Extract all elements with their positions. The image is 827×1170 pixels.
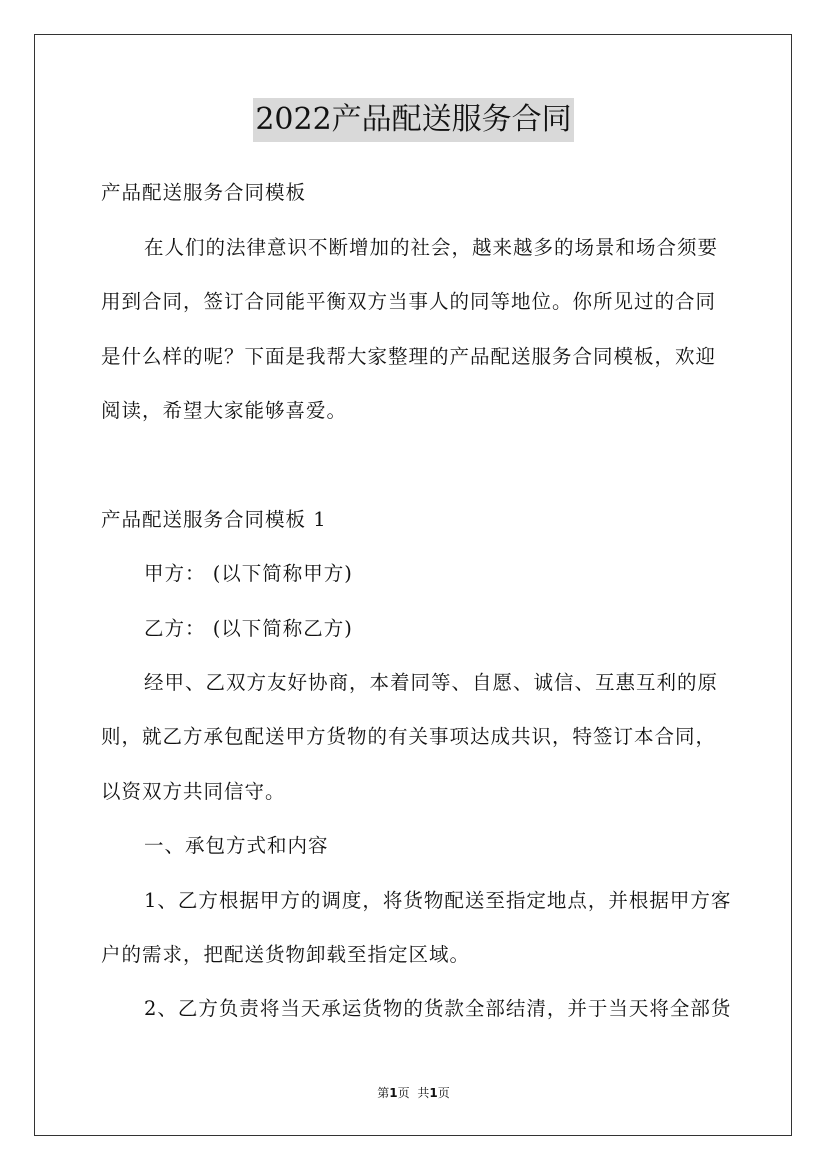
intro-line-1: 在人们的法律意识不断增加的社会，越来越多的场景和场合须要: [144, 236, 719, 259]
intro-line-3: 是什么样的呢？下面是我帮大家整理的产品配送服务合同模板，欢迎: [101, 345, 717, 368]
intro-line-4: 阅读，希望大家能够喜爱。: [101, 399, 348, 422]
principle-line-2: 则，就乙方承包配送甲方货物的有关事项达成共识，特签订本合同，: [101, 725, 717, 748]
party-a: 甲方： (以下简称甲方): [144, 562, 353, 585]
template-heading: 产品配送服务合同模板 1: [101, 508, 327, 531]
page-suffix: 页: [397, 1086, 410, 1100]
total-prefix: 共: [417, 1086, 430, 1100]
principle-line-3: 以资双方共同信守。: [101, 780, 286, 803]
clause-2-line-1: 2、乙方负责将当天承运货物的货款全部结清，并于当天将全部货: [144, 997, 732, 1020]
title-container: [0, 98, 827, 142]
principle-line-1: 经甲、乙双方友好协商，本着同等、自愿、诚信、互惠互利的原: [144, 671, 719, 694]
document-title: 2022产品配送服务合同: [253, 98, 573, 142]
page-number: 1: [389, 1086, 398, 1100]
total-pages: 1: [429, 1086, 438, 1100]
section-1-heading: 一、承包方式和内容: [144, 834, 329, 857]
intro-line-2: 用到合同，签订合同能平衡双方当事人的同等地位。你所见过的合同: [101, 290, 717, 313]
clause-1-line-1: 1、乙方根据甲方的调度，将货物配送至指定地点，并根据甲方客: [144, 889, 732, 912]
page-prefix: 第: [377, 1086, 390, 1100]
clause-1-line-2: 户的需求，把配送货物卸载至指定区域。: [101, 943, 471, 966]
page-footer: [0, 1084, 827, 1101]
party-b: 乙方： (以下简称乙方): [144, 617, 353, 640]
total-suffix: 页: [437, 1086, 450, 1100]
subtitle: 产品配送服务合同模板: [101, 181, 307, 204]
